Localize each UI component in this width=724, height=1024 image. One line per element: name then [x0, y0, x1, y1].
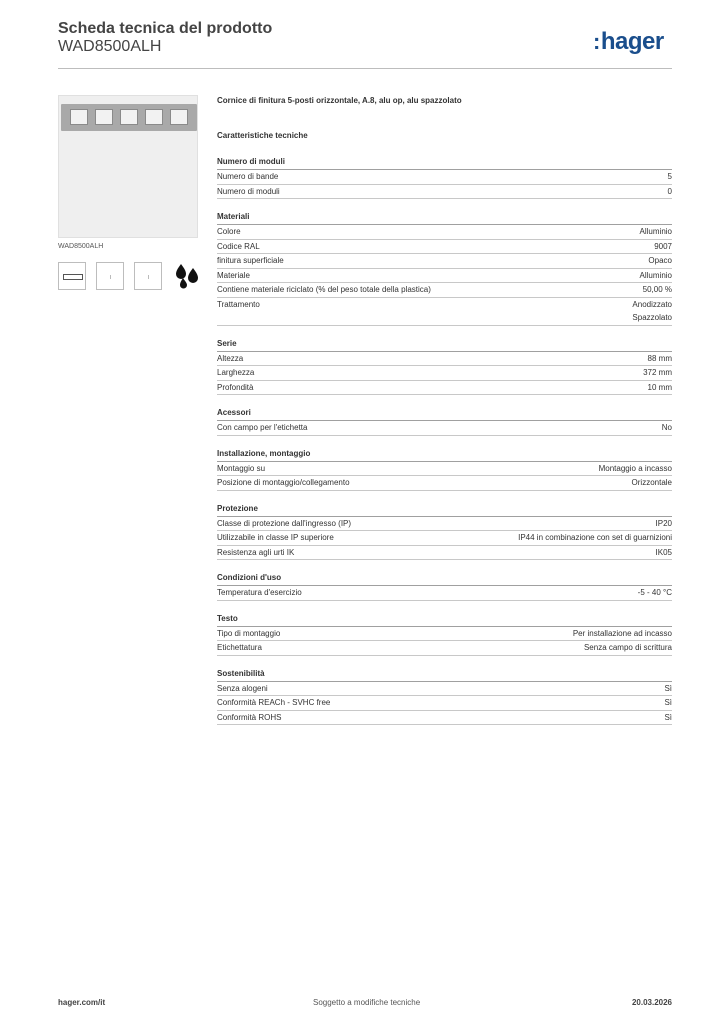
spec-label: Contiene materiale riciclato (% del peso totale della plastica): [217, 285, 431, 294]
spec-value: Per installazione ad incasso: [572, 628, 672, 638]
spec-label: finitura superficiale: [217, 256, 284, 265]
spec-label: Numero di moduli: [217, 186, 280, 196]
spec-section: [217, 407, 672, 436]
spec-value: Sì: [664, 698, 672, 707]
spec-panel: [217, 95, 672, 725]
spec-label: Materiale: [217, 270, 250, 280]
spec-value: 0: [667, 186, 672, 196]
spec-row: [217, 682, 672, 697]
spec-value: Senza campo di scrittura: [583, 643, 672, 652]
spec-value: 9007: [654, 241, 672, 251]
spec-label: Resistenza agli urti IK: [217, 547, 295, 557]
spec-label: Classe di protezione dall'ingresso (IP): [217, 518, 352, 528]
spec-value: Anodizzato Spazzolato: [632, 299, 672, 322]
spec-row: [217, 546, 672, 561]
footer-website-link[interactable]: hager.com/it: [58, 998, 106, 1007]
spec-value: Montaggio a incasso: [598, 463, 672, 473]
spec-section: [217, 448, 672, 491]
spec-value: IK05: [655, 547, 672, 557]
spec-value: 88 mm: [647, 353, 672, 363]
spec-value: IP20: [655, 518, 672, 528]
spec-value: No: [661, 423, 672, 432]
spec-row: [217, 269, 672, 284]
spec-label: Conformità ROHS: [217, 712, 282, 722]
thumbnail-blank-2[interactable]: [134, 262, 162, 290]
spec-label: Conformità REACh - SVHC free: [217, 698, 331, 707]
spec-row: [217, 517, 672, 532]
spec-section: [217, 572, 672, 601]
spec-value: Orizzontale: [631, 478, 672, 487]
spec-value: Sì: [664, 683, 672, 693]
spec-row: [217, 254, 672, 269]
tech-characteristics-title: Caratteristiche tecniche: [217, 131, 308, 140]
product-code: WAD8500ALH: [58, 38, 162, 55]
spec-section: [217, 338, 672, 396]
spec-row: [217, 476, 672, 491]
page-title: Scheda tecnica del prodotto: [58, 20, 273, 37]
spec-row: [217, 711, 672, 726]
spec-value: IP44 in combinazione con set di guarnizioni: [518, 533, 672, 542]
section-title: Acessori: [217, 407, 672, 421]
hager-logo: :hager: [593, 28, 664, 55]
spec-label: Codice RAL: [217, 241, 260, 251]
thumbnail-frame[interactable]: [58, 262, 86, 290]
footer-note: Soggetto a modifiche tecniche: [313, 998, 421, 1007]
spec-label: Con campo per l'etichetta: [217, 423, 308, 432]
spec-sections: [217, 156, 672, 725]
footer-date: 20.03.2026: [631, 998, 672, 1007]
spec-value: 10 mm: [647, 382, 672, 392]
spec-row: [217, 225, 672, 240]
spec-value: 5: [667, 172, 672, 181]
spec-row: [217, 696, 672, 711]
spec-section: [217, 156, 672, 199]
spec-value: Opaco: [648, 256, 672, 265]
spec-section: [217, 668, 672, 726]
product-description: Cornice di finitura 5-posti orizzontale, A.8, alu op, alu spazzolato: [217, 96, 462, 105]
spec-value: Sì: [664, 712, 672, 722]
spec-value: 50,00 %: [642, 285, 672, 294]
spec-row: [217, 240, 672, 255]
section-title: Installazione, montaggio: [217, 448, 672, 462]
spec-row: [217, 627, 672, 642]
header-divider: [58, 68, 672, 69]
spec-label: Larghezza: [217, 368, 255, 377]
spec-row: [217, 366, 672, 381]
spec-value: Alluminio: [639, 227, 672, 236]
spec-row: [217, 170, 672, 185]
spec-label: Trattamento: [217, 299, 260, 309]
spec-value: 372 mm: [643, 368, 672, 377]
spec-label: Etichettatura: [217, 643, 262, 652]
thumbnail-blank-1[interactable]: [96, 262, 124, 290]
spec-label: Tipo di montaggio: [217, 628, 281, 638]
water-drops-icon[interactable]: [173, 262, 201, 290]
spec-row: [217, 283, 672, 298]
section-title: Testo: [217, 613, 672, 627]
spec-label: Altezza: [217, 353, 244, 363]
spec-row: [217, 641, 672, 656]
spec-label: Montaggio su: [217, 463, 266, 473]
frame-illustration: [61, 104, 197, 131]
spec-section: [217, 503, 672, 561]
spec-label: Colore: [217, 227, 241, 236]
spec-label: Utilizzabile in classe IP superiore: [217, 533, 334, 542]
spec-label: Senza alogeni: [217, 683, 268, 693]
image-caption: WAD8500ALH: [58, 243, 104, 250]
spec-label: Profondità: [217, 382, 254, 392]
spec-value: Alluminio: [639, 270, 672, 280]
spec-label: Temperatura d'esercizio: [217, 588, 302, 597]
section-title: Serie: [217, 338, 672, 352]
section-title: Protezione: [217, 503, 672, 517]
section-title: Numero di moduli: [217, 156, 672, 170]
spec-label: Numero di bande: [217, 172, 279, 181]
spec-section: [217, 613, 672, 656]
product-image: [58, 95, 198, 238]
logo-text: hager: [600, 28, 664, 55]
spec-row: [217, 381, 672, 396]
spec-section: [217, 211, 672, 326]
spec-row: [217, 421, 672, 436]
section-title: Condizioni d'uso: [217, 572, 672, 586]
spec-row: [217, 586, 672, 601]
spec-row: [217, 298, 672, 326]
spec-row: [217, 185, 672, 200]
spec-row: [217, 531, 672, 546]
spec-row: [217, 352, 672, 367]
spec-row: [217, 462, 672, 477]
section-title: Materiali: [217, 211, 672, 225]
spec-value: -5 - 40 °C: [637, 588, 672, 597]
section-title: Sostenibilità: [217, 668, 672, 682]
spec-label: Posizione di montaggio/collegamento: [217, 478, 350, 487]
